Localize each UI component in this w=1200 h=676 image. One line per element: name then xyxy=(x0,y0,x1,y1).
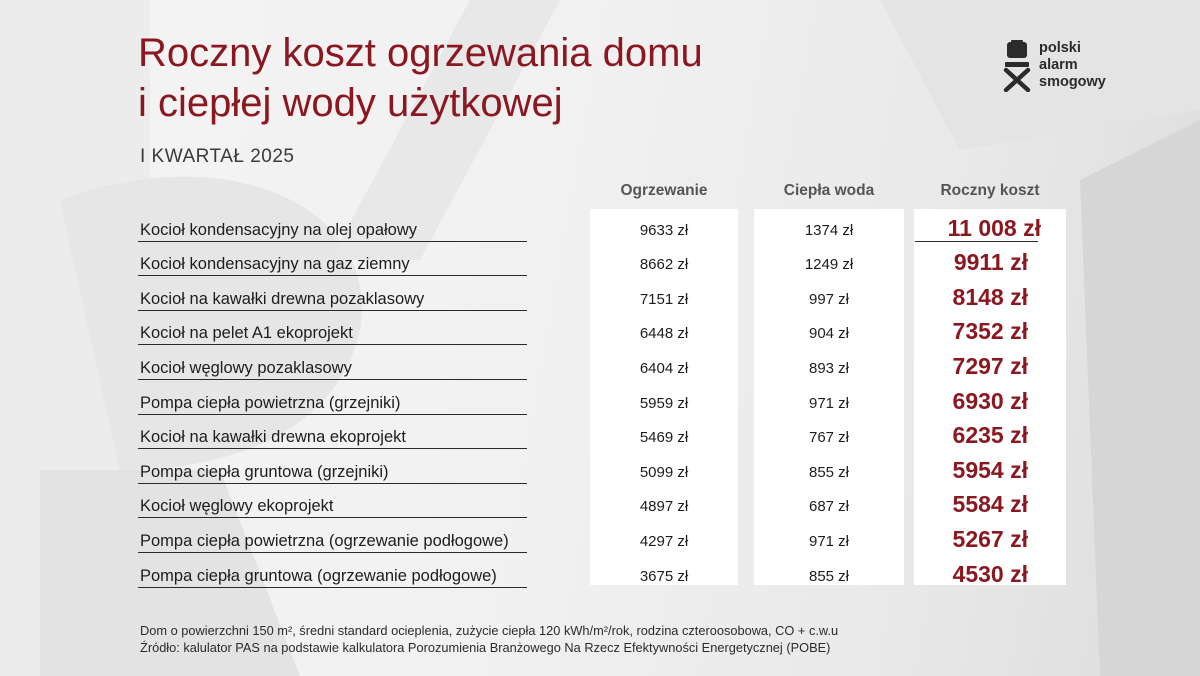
heating-cost: 5469 zł xyxy=(639,429,689,447)
table-row xyxy=(138,311,1068,346)
table-row xyxy=(138,345,1068,380)
table-row xyxy=(138,415,1068,450)
row-divider xyxy=(138,587,527,588)
total-cost: 6930 zł xyxy=(952,387,1028,414)
water-cost: 687 zł xyxy=(808,498,850,516)
heating-cost: 3675 zł xyxy=(639,567,689,585)
footnote-assumptions: Dom o powierzchni 150 m², średni standard ocieplenia, zużycie ciepła 120 kWh/m²/rok, rodzina czteroosobowa, CO + c.w.u xyxy=(140,623,839,638)
smog-alarm-figure-icon xyxy=(1003,40,1031,92)
row-label: Pompa ciepła powietrzna (ogrzewanie podłogowe) xyxy=(140,531,509,550)
total-cost: 5267 zł xyxy=(952,525,1028,552)
row-label: Kocioł na pelet A1 ekoprojekt xyxy=(140,324,353,343)
water-cost: 855 zł xyxy=(808,463,850,481)
water-cost: 971 zł xyxy=(808,532,850,550)
water-cost: 1374 zł xyxy=(804,221,854,239)
row-label: Kocioł na kawałki drewna ekoprojekt xyxy=(140,428,406,447)
heating-cost: 5099 zł xyxy=(639,463,689,481)
water-cost: 893 zł xyxy=(808,359,850,377)
water-cost: 904 zł xyxy=(808,325,850,343)
total-cost: 6235 zł xyxy=(952,422,1028,449)
total-cost: 5954 zł xyxy=(952,456,1028,483)
total-cost: 5584 zł xyxy=(952,491,1028,518)
logo-wordmark xyxy=(1039,40,1106,91)
total-cost: 7297 zł xyxy=(952,352,1028,379)
total-cost: 9911 zł xyxy=(953,249,1028,276)
row-label: Pompa ciepła powietrzna (grzejniki) xyxy=(140,393,401,412)
heating-cost: 4297 zł xyxy=(639,532,689,550)
logo-text-line-3: smogowy xyxy=(1039,74,1106,90)
water-cost: 971 zł xyxy=(808,394,850,412)
chart-subtitle: I KWARTAŁ 2025 xyxy=(140,146,295,167)
column-header-water: Ciepła woda xyxy=(783,182,875,199)
chart-title-line-1: Roczny koszt ogrzewania domu xyxy=(138,31,703,75)
row-label: Kocioł węglowy pozaklasowy xyxy=(140,358,352,377)
row-label: Kocioł kondensacyjny na olej opałowy xyxy=(140,220,418,239)
row-label: Kocioł na kawałki drewna pozaklasowy xyxy=(140,289,425,308)
footnote xyxy=(140,622,838,656)
total-cost: 7352 zł xyxy=(952,318,1028,345)
row-label: Pompa ciepła gruntowa (grzejniki) xyxy=(140,462,389,481)
heating-cost: 4897 zł xyxy=(639,498,689,516)
heating-cost: 5959 zł xyxy=(639,394,689,412)
total-cost: 4530 zł xyxy=(952,560,1028,587)
row-label: Kocioł węglowy ekoprojekt xyxy=(140,497,334,516)
heating-cost: 8662 zł xyxy=(639,256,689,274)
water-cost: 767 zł xyxy=(808,429,850,447)
row-label: Pompa ciepła gruntowa (ogrzewanie podłogowe) xyxy=(140,566,497,585)
table-row xyxy=(138,449,1068,484)
water-cost: 1249 zł xyxy=(804,256,854,274)
logo xyxy=(1003,40,1106,92)
heating-cost: 7151 zł xyxy=(639,290,689,308)
water-cost: 997 zł xyxy=(808,290,850,308)
table-row xyxy=(138,276,1068,311)
logo-text-line-1: polski xyxy=(1039,40,1081,56)
row-label: Kocioł kondensacyjny na gaz ziemny xyxy=(140,255,410,274)
table-row xyxy=(138,518,1068,553)
chart-title xyxy=(138,28,703,128)
chart-title-line-2: i ciepłej wody użytkowej xyxy=(138,81,563,125)
table-row xyxy=(138,553,1068,588)
table-row xyxy=(138,207,1068,242)
column-header-total: Roczny koszt xyxy=(940,182,1040,199)
cost-table xyxy=(138,207,1068,588)
footnote-source: Źródło: kalulator PAS na podstawie kalkulatora Porozumienia Branżowego Na Rzecz Efektywności Energetycznej (POBE) xyxy=(140,640,831,655)
table-row xyxy=(138,242,1068,277)
table-row xyxy=(138,484,1068,519)
water-cost: 855 zł xyxy=(808,567,850,585)
table-row xyxy=(138,380,1068,415)
total-cost: 8148 zł xyxy=(952,283,1028,310)
total-cost: 11 008 zł xyxy=(947,214,1041,241)
heating-cost: 6448 zł xyxy=(639,325,689,343)
logo-text-line-2: alarm xyxy=(1039,57,1078,73)
column-header-heating: Ogrzewanie xyxy=(620,182,708,199)
heating-cost: 9633 zł xyxy=(639,221,689,239)
heating-cost: 6404 zł xyxy=(639,359,689,377)
